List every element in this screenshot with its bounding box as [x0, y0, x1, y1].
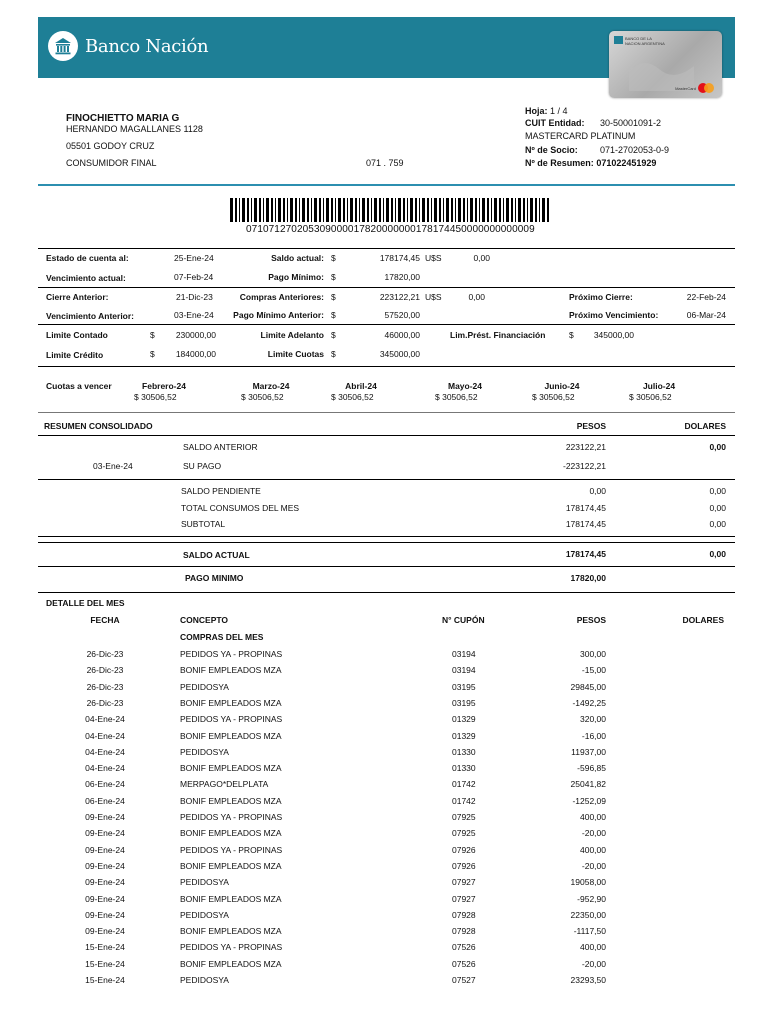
saldo-label: Saldo actual: [271, 253, 324, 263]
estado-value: 25-Ene-24 [174, 253, 214, 263]
barcode-bar [518, 198, 521, 222]
barcode-bar [319, 198, 321, 222]
saldo-actual-label: SALDO ACTUAL [183, 550, 250, 560]
saldo-usd-label: U$S [425, 253, 442, 263]
venc-ant-label: Vencimiento Anterior: [46, 311, 135, 321]
barcode-bar [283, 198, 285, 222]
pago-minimo-pesos: 17820,00 [570, 573, 606, 583]
row-cupon: 07927 [452, 877, 476, 887]
barcode-bar [307, 198, 309, 222]
page-indicator: Hoja: 1 / 4 [525, 106, 568, 116]
cuit-label: CUIT Entidad: [525, 118, 585, 128]
su-pago-pesos: -223122,21 [562, 461, 606, 471]
row-fecha: 26-Dic-23 [86, 665, 124, 675]
barcode-bar [547, 198, 549, 222]
barcode-bar [482, 198, 485, 222]
row-pesos: -952,90 [577, 894, 606, 904]
row-pesos: 23293,50 [570, 975, 606, 985]
row-fecha: 09-Ene-24 [85, 812, 125, 822]
barcode-bar [539, 198, 540, 222]
barcode-bar [391, 198, 393, 222]
row-concepto: PEDIDOS YA - PROPINAS [180, 649, 283, 659]
barcode-bar [242, 198, 245, 222]
row-cupon: 03195 [452, 682, 476, 692]
barcode-bar [410, 198, 413, 222]
row-pesos: -1492,25 [572, 698, 606, 708]
row-concepto: PEDIDOS YA - PROPINAS [180, 942, 283, 952]
barcode-bar [263, 198, 264, 222]
divider [38, 592, 735, 593]
barcode-bar [247, 198, 249, 222]
barcode-bar [350, 198, 353, 222]
col-pesos: PESOS [576, 615, 606, 625]
compras-ant-pesos: 223122,21 [379, 292, 420, 302]
barcode-bar [287, 198, 288, 222]
row-concepto: MERPAGO*DELPLATA [180, 779, 269, 789]
saldo-anterior-label: SALDO ANTERIOR [183, 442, 258, 452]
row-cupon: 07928 [452, 926, 476, 936]
pagomin-ant-sym: $ [331, 310, 336, 320]
row-pesos: 22350,00 [570, 910, 606, 920]
lim-contado-label: Limite Contado [46, 330, 108, 340]
customer-postal: 05501 GODOY CRUZ [66, 141, 155, 151]
row-concepto: BONIF EMPLEADOS MZA [180, 763, 282, 773]
row-pesos: 11937,00 [571, 747, 606, 757]
venc-ant-value: 03-Ene-24 [174, 310, 214, 320]
row-cupon: 01329 [452, 714, 476, 724]
su-pago-date: 03-Ene-24 [93, 461, 133, 471]
saldo-usd: 0,00 [473, 253, 490, 263]
resumen-number: Nº de Resumen: 071022451929 [525, 158, 657, 168]
row-pesos: 320,00 [580, 714, 606, 724]
saldo-pendiente-label: SALDO PENDIENTE [181, 486, 261, 496]
barcode-bar [311, 198, 312, 222]
barcode-bar [523, 198, 525, 222]
total-consumos-pesos: 178174,45 [565, 503, 606, 513]
barcode-bar [422, 198, 425, 222]
credit-card-image [609, 31, 722, 98]
compras-ant-usd: 0,00 [468, 292, 485, 302]
lim-contado-value: 230000,00 [175, 330, 216, 340]
row-pesos: -20,00 [581, 861, 606, 871]
cuota-amount: $ 30506,52 [331, 392, 374, 402]
row-cupon: 07526 [452, 959, 476, 969]
barcode-bar [386, 198, 389, 222]
pagomin-ant-label: Pago Mínimo Anterior: [233, 310, 324, 320]
row-cupon: 07928 [452, 910, 476, 920]
prox-venc-label: Próximo Vencimiento: [569, 310, 659, 320]
barcode-bar [290, 198, 293, 222]
barcode-bar [431, 198, 432, 222]
cuit-value: 30-50001091-2 [600, 118, 662, 128]
lim-cuotas-sym: $ [331, 349, 336, 359]
row-cupon: 03194 [452, 649, 476, 659]
barcode-bar [331, 198, 333, 222]
barcode-bar [407, 198, 408, 222]
cierre-ant-label: Cierre Anterior: [46, 292, 109, 302]
barcode-bar [451, 198, 453, 222]
barcode-bar [239, 198, 240, 222]
pago-minimo-label: PAGO MINIMO [185, 573, 244, 583]
row-fecha: 04-Ene-24 [85, 747, 125, 757]
row-concepto: PEDIDOSYA [180, 682, 229, 692]
socio-label: Nº de Socio: [525, 145, 578, 155]
divider [38, 412, 735, 413]
row-pesos: -20,00 [581, 959, 606, 969]
row-fecha: 06-Ene-24 [85, 796, 125, 806]
lim-cuotas-label: Limite Cuotas [267, 349, 324, 359]
compras-ant-label: Compras Anteriores: [239, 292, 324, 302]
barcode-bar [475, 198, 477, 222]
barcode-bar [446, 198, 449, 222]
cuota-month: Julio-24 [642, 381, 676, 391]
lim-cuotas-value: 345000,00 [379, 349, 420, 359]
row-pesos: -20,00 [581, 828, 606, 838]
cuota-amount: $ 30506,52 [435, 392, 478, 402]
barcode-bar [515, 198, 516, 222]
barcode-bar [491, 198, 492, 222]
row-fecha: 04-Ene-24 [85, 714, 125, 724]
barcode-number: 071071270205309000017820000000178174450000000000009 [246, 224, 535, 235]
barcode-bar [395, 198, 396, 222]
saldo-anterior-dolares: 0,00 [709, 442, 726, 452]
row-concepto: BONIF EMPLEADOS MZA [180, 796, 282, 806]
lim-adelanto-label: Limite Adelanto [260, 330, 324, 340]
row-fecha: 09-Ene-24 [85, 845, 125, 855]
socio-value: 071-2702053-0-9 [600, 145, 670, 155]
row-cupon: 07526 [452, 942, 476, 952]
customer-name: FINOCHIETTO MARIA G [66, 113, 180, 124]
barcode-bar [259, 198, 261, 222]
barcode-bar [434, 198, 437, 222]
brand-name: Banco Nación [85, 36, 209, 57]
row-pesos: 29845,00 [570, 682, 606, 692]
row-cupon: 07925 [452, 812, 476, 822]
row-concepto: BONIF EMPLEADOS MZA [180, 731, 282, 741]
row-concepto: BONIF EMPLEADOS MZA [180, 665, 282, 675]
cuota-month: Junio-24 [544, 381, 580, 391]
barcode-bar [511, 198, 513, 222]
divider [38, 324, 735, 325]
row-cupon: 01742 [452, 779, 476, 789]
saldo-anterior-pesos: 223122,21 [565, 442, 606, 452]
barcode-bar [347, 198, 348, 222]
prox-cierre-value: 22-Feb-24 [686, 292, 726, 302]
barcode-bar [275, 198, 276, 222]
lim-adelanto-value: 46000,00 [384, 330, 420, 340]
row-cupon: 01742 [452, 796, 476, 806]
row-cupon: 03195 [452, 698, 476, 708]
bank-logo-icon [48, 31, 78, 61]
barcode-bar [235, 198, 237, 222]
barcode-bar [383, 198, 384, 222]
cuota-amount: $ 30506,52 [241, 392, 284, 402]
lim-adelanto-sym: $ [331, 330, 336, 340]
barcode-bar [371, 198, 372, 222]
row-cupon: 01330 [452, 747, 476, 757]
row-cupon: 07527 [452, 975, 476, 985]
row-pesos: -596,85 [577, 763, 606, 773]
row-concepto: PEDIDOS YA - PROPINAS [180, 845, 283, 855]
lim-credito-sym: $ [150, 349, 155, 359]
row-concepto: PEDIDOSYA [180, 910, 229, 920]
row-fecha: 09-Ene-24 [85, 910, 125, 920]
prox-cierre-label: Próximo Cierre: [569, 292, 633, 302]
saldo-pendiente-pesos: 0,00 [589, 486, 606, 496]
row-fecha: 09-Ene-24 [85, 861, 125, 871]
barcode-bar [251, 198, 252, 222]
barcode-image [230, 198, 550, 222]
col-concepto: CONCEPTO [180, 615, 229, 625]
subtotal-dolares: 0,00 [709, 519, 726, 529]
barcode-bar [494, 198, 497, 222]
barcode-bar [343, 198, 345, 222]
row-fecha: 15-Ene-24 [85, 975, 125, 985]
barcode-bar [487, 198, 489, 222]
card-brand-label: MasterCard [675, 86, 696, 91]
row-fecha: 04-Ene-24 [85, 763, 125, 773]
row-fecha: 26-Dic-23 [86, 698, 124, 708]
row-pesos: 400,00 [580, 812, 606, 822]
row-pesos: 19058,00 [570, 877, 606, 887]
row-pesos: 400,00 [580, 942, 606, 952]
venc-label: Vencimiento actual: [46, 273, 126, 283]
cuota-amount: $ 30506,52 [134, 392, 177, 402]
divider [38, 536, 735, 537]
resumen-col-pesos: PESOS [576, 421, 606, 431]
barcode-bar [374, 198, 377, 222]
barcode-bar [427, 198, 429, 222]
su-pago-label: SU PAGO [183, 461, 222, 471]
section-compras: COMPRAS DEL MES [180, 632, 264, 642]
row-concepto: BONIF EMPLEADOS MZA [180, 959, 282, 969]
row-fecha: 26-Dic-23 [86, 682, 124, 692]
row-cupon: 07925 [452, 828, 476, 838]
row-concepto: BONIF EMPLEADOS MZA [180, 926, 282, 936]
barcode-bar [535, 198, 537, 222]
row-concepto: PEDIDOS YA - PROPINAS [180, 714, 283, 724]
col-fecha: FECHA [90, 615, 120, 625]
barcode-bar [362, 198, 365, 222]
divider [38, 566, 735, 567]
compras-ant-usd-label: U$S [425, 292, 442, 302]
row-pesos: -15,00 [581, 665, 606, 675]
barcode-bar [299, 198, 300, 222]
barcode-bar [367, 198, 369, 222]
barcode-bar [506, 198, 509, 222]
row-concepto: PEDIDOSYA [180, 975, 229, 985]
branch-code: 071 . 759 [366, 158, 404, 168]
row-fecha: 15-Ene-24 [85, 959, 125, 969]
row-concepto: PEDIDOS YA - PROPINAS [180, 812, 283, 822]
mastercard-logo-icon [698, 83, 714, 93]
row-pesos: -1117,50 [573, 926, 606, 936]
row-cupon: 03194 [452, 665, 476, 675]
divider [38, 366, 735, 367]
barcode-bar [479, 198, 480, 222]
row-pesos: 300,00 [580, 649, 606, 659]
cuota-amount: $ 30506,52 [532, 392, 575, 402]
estado-label: Estado de cuenta al: [46, 253, 129, 263]
row-concepto: BONIF EMPLEADOS MZA [180, 698, 282, 708]
total-consumos-dolares: 0,00 [709, 503, 726, 513]
barcode-bar [443, 198, 444, 222]
lim-credito-label: Limite Crédito [46, 350, 104, 360]
barcode-bar [398, 198, 401, 222]
total-consumos-label: TOTAL CONSUMOS DEL MES [181, 503, 300, 513]
barcode-bar [470, 198, 473, 222]
barcode-bar [458, 198, 461, 222]
saldo-actual-dolares: 0,00 [709, 549, 726, 559]
row-cupon: 07926 [452, 845, 476, 855]
card-product: MASTERCARD PLATINUM [525, 131, 636, 141]
barcode-bar [527, 198, 528, 222]
cuotas-label: Cuotas a vencer [46, 381, 112, 391]
row-concepto: PEDIDOSYA [180, 877, 229, 887]
col-cupon: N° CUPÓN [442, 615, 485, 625]
barcode-bar [302, 198, 305, 222]
lim-contado-sym: $ [150, 330, 155, 340]
lim-prest-sym: $ [569, 330, 574, 340]
resumen-title: RESUMEN CONSOLIDADO [44, 421, 153, 431]
barcode-bar [314, 198, 317, 222]
row-fecha: 09-Ene-24 [85, 926, 125, 936]
barcode-bar [403, 198, 405, 222]
header-divider [38, 184, 735, 186]
row-fecha: 04-Ene-24 [85, 731, 125, 741]
lim-prest-label: Lim.Prést. Financiación [450, 330, 546, 340]
prox-venc-value: 06-Mar-24 [686, 310, 726, 320]
barcode-bar [530, 198, 533, 222]
subtotal-label: SUBTOTAL [181, 519, 226, 529]
barcode-bar [379, 198, 381, 222]
pagomin-value: 17820,00 [384, 272, 420, 282]
row-pesos: -1252,09 [572, 796, 606, 806]
row-concepto: BONIF EMPLEADOS MZA [180, 894, 282, 904]
barcode-bar [230, 198, 233, 222]
row-fecha: 09-Ene-24 [85, 894, 125, 904]
subtotal-pesos: 178174,45 [565, 519, 606, 529]
compras-ant-sym: $ [331, 292, 336, 302]
pagomin-ant-value: 57520,00 [384, 310, 420, 320]
barcode-bar [323, 198, 324, 222]
customer-tax-status: CONSUMIDOR FINAL [66, 158, 157, 168]
divider [38, 287, 735, 288]
lim-credito-value: 184000,00 [175, 349, 216, 359]
row-fecha: 26-Dic-23 [86, 649, 124, 659]
barcode-bar [503, 198, 504, 222]
cuota-month: Abril-24 [345, 381, 377, 391]
barcode-bar [355, 198, 357, 222]
row-concepto: PEDIDOSYA [180, 747, 229, 757]
saldo-sym: $ [331, 253, 336, 263]
divider [38, 248, 735, 249]
pagomin-label: Pago Mínimo: [268, 272, 324, 282]
barcode-bar [335, 198, 336, 222]
saldo-pesos: 178174,45 [379, 253, 420, 263]
barcode-bar [467, 198, 468, 222]
barcode-bar [542, 198, 545, 222]
barcode-bar [295, 198, 297, 222]
barcode-bar [266, 198, 269, 222]
lim-prest-value: 345000,00 [593, 330, 634, 340]
barcode-bar [463, 198, 465, 222]
saldo-pendiente-dolares: 0,00 [709, 486, 726, 496]
col-dolares: DOLARES [682, 615, 724, 625]
barcode-bar [455, 198, 456, 222]
barcode-bar [359, 198, 360, 222]
row-cupon: 07926 [452, 861, 476, 871]
row-cupon: 07927 [452, 894, 476, 904]
divider [38, 479, 735, 480]
detalle-title: DETALLE DEL MES [46, 598, 125, 608]
barcode-bar [326, 198, 329, 222]
row-cupon: 01330 [452, 763, 476, 773]
divider [38, 435, 735, 436]
pagomin-sym: $ [331, 272, 336, 282]
cierre-ant-value: 21-Dic-23 [176, 292, 213, 302]
barcode-bar [439, 198, 441, 222]
saldo-actual-pesos: 178174,45 [565, 549, 606, 559]
row-pesos: 400,00 [580, 845, 606, 855]
card-bank-name: BANCO DE LA NACION ARGENTINA [625, 36, 665, 46]
cuota-month: Marzo-24 [252, 381, 290, 391]
cuota-month: Febrero-24 [142, 381, 186, 391]
row-fecha: 06-Ene-24 [85, 779, 125, 789]
divider [38, 542, 735, 543]
resumen-col-dolares: DOLARES [684, 421, 726, 431]
barcode-bar [415, 198, 417, 222]
venc-value: 07-Feb-24 [174, 272, 214, 282]
row-concepto: BONIF EMPLEADOS MZA [180, 861, 282, 871]
cuota-amount: $ 30506,52 [629, 392, 672, 402]
row-fecha: 09-Ene-24 [85, 877, 125, 887]
barcode-bar [499, 198, 501, 222]
barcode-bar [254, 198, 257, 222]
barcode-bar [419, 198, 420, 222]
row-concepto: BONIF EMPLEADOS MZA [180, 828, 282, 838]
row-cupon: 01329 [452, 731, 476, 741]
barcode-bar [338, 198, 341, 222]
barcode-bar [278, 198, 281, 222]
barcode-bar [271, 198, 273, 222]
customer-address: HERNANDO MAGALLANES 1128 [66, 124, 203, 134]
row-fecha: 09-Ene-24 [85, 828, 125, 838]
row-fecha: 15-Ene-24 [85, 942, 125, 952]
row-pesos: 25041,82 [570, 779, 606, 789]
cuota-month: Mayo-24 [447, 381, 482, 391]
row-pesos: -16,00 [581, 731, 606, 741]
